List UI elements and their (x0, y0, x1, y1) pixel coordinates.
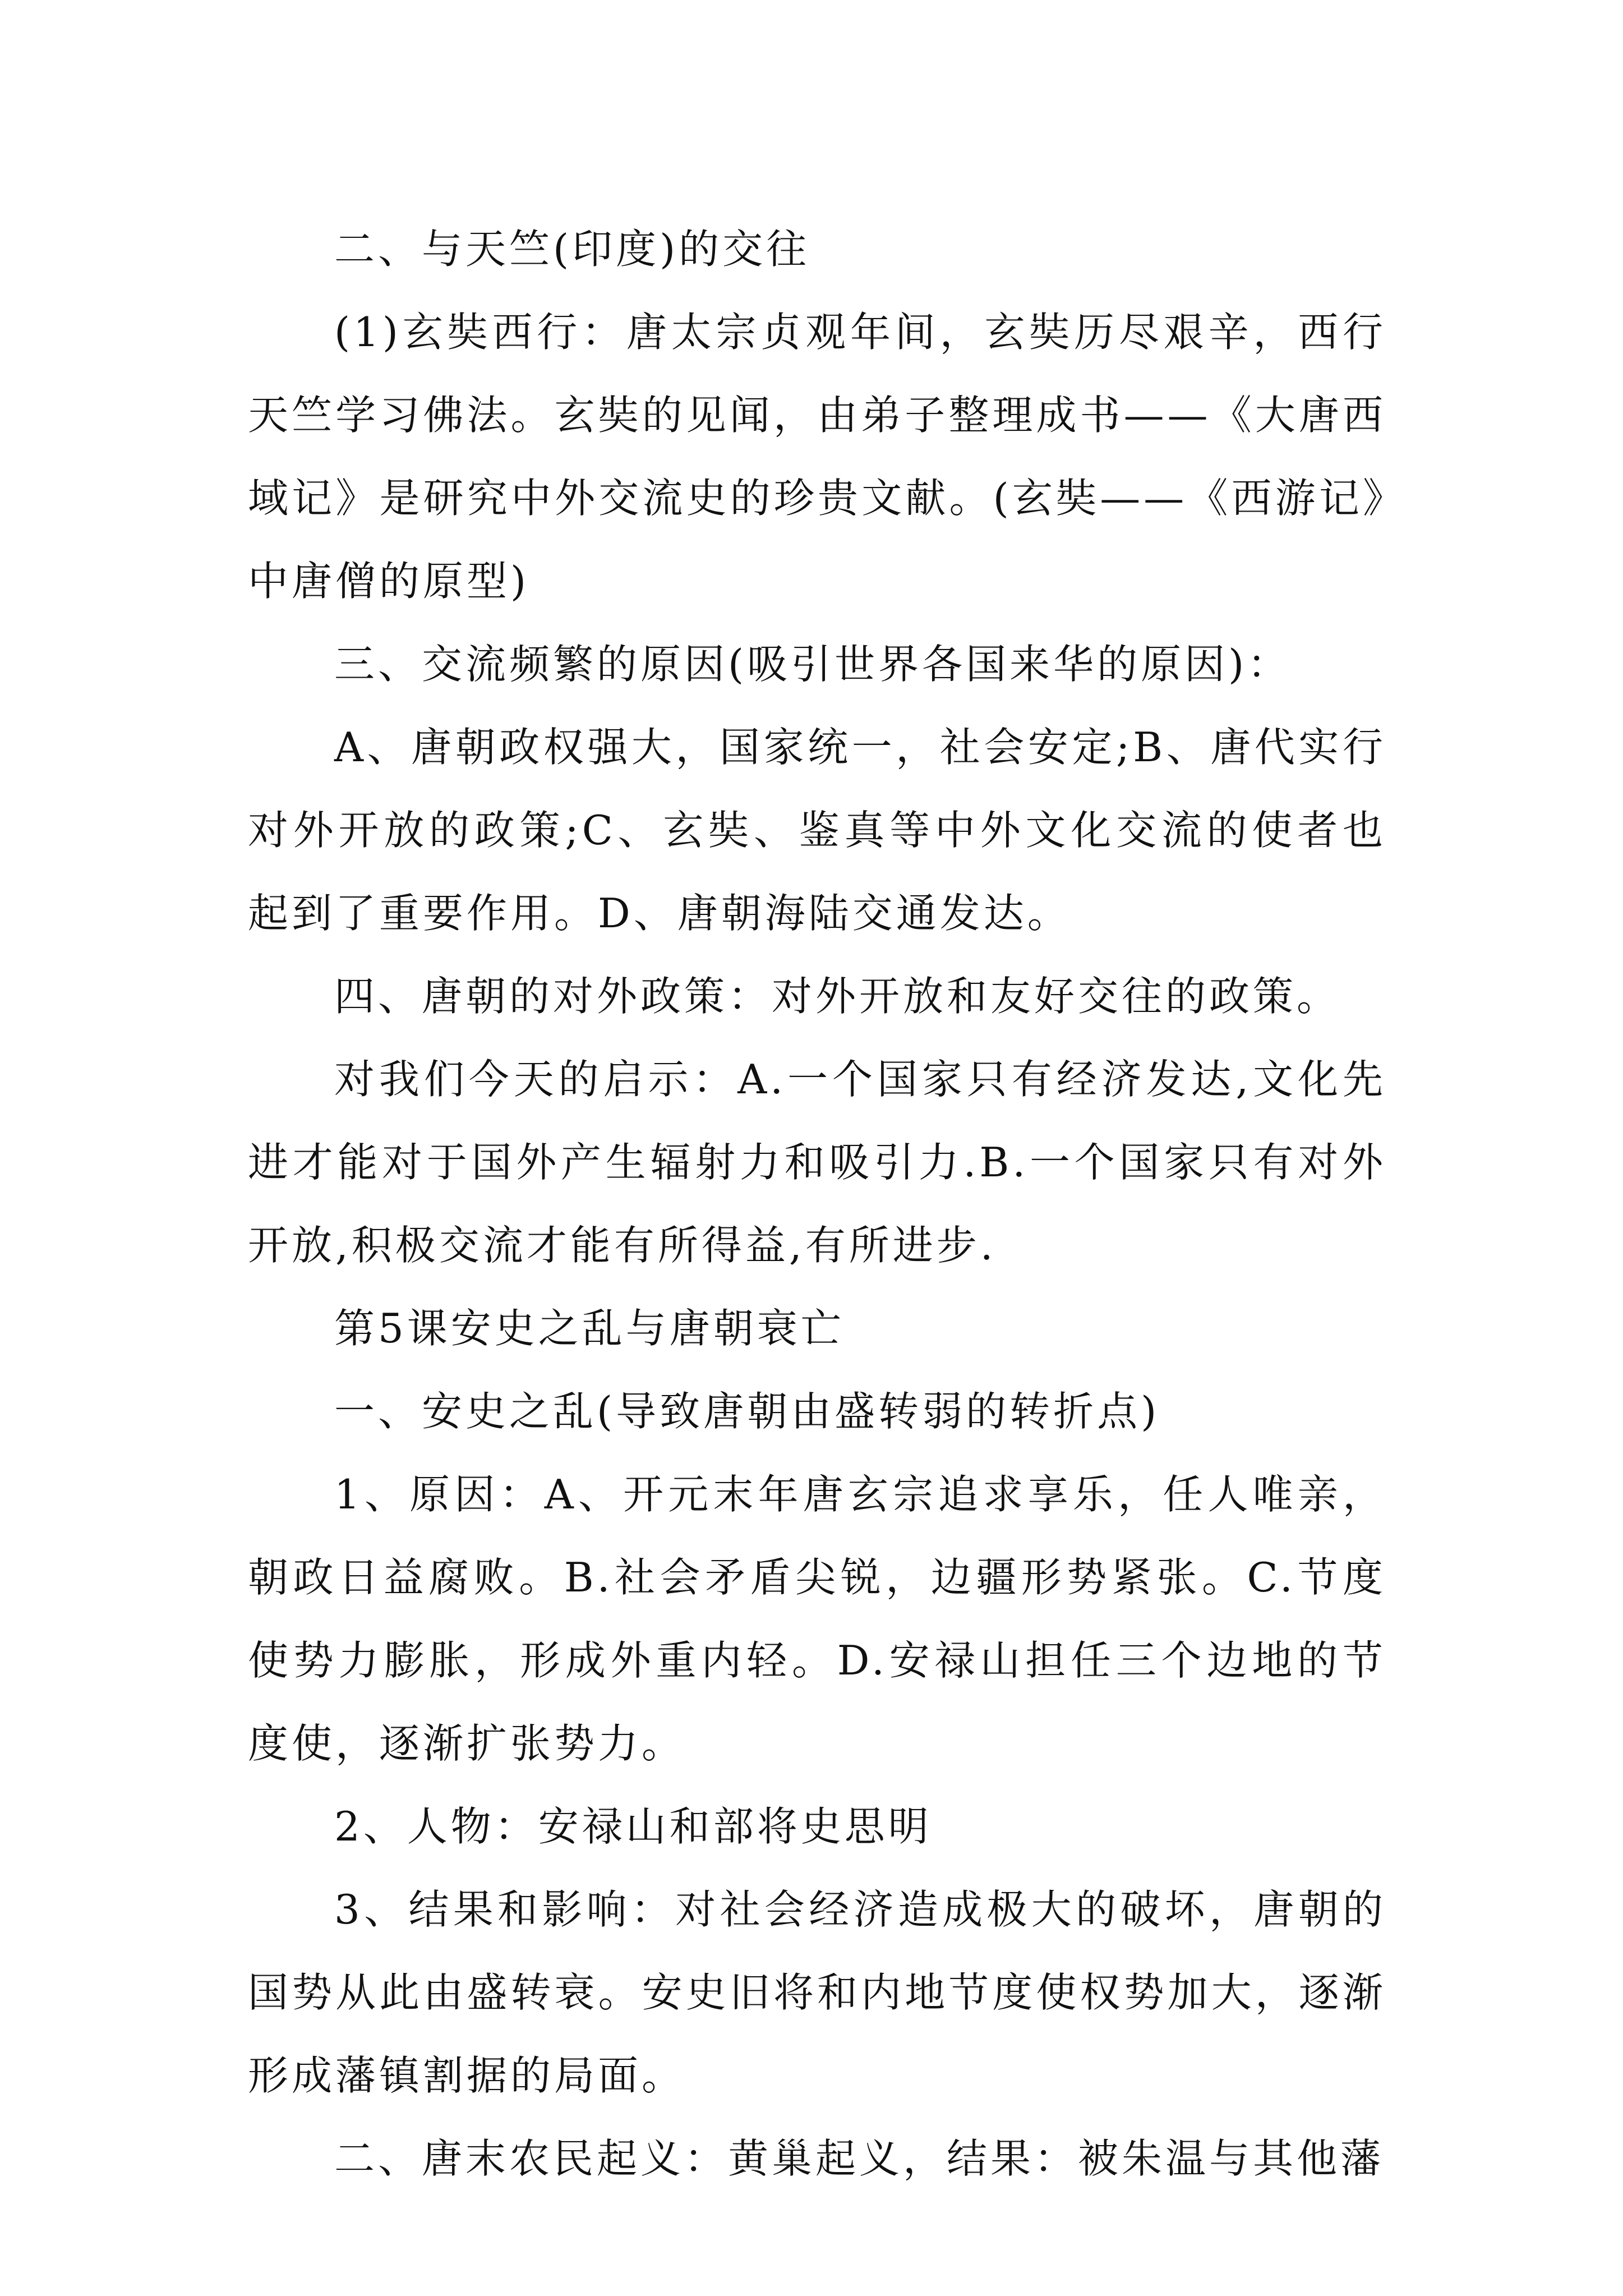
section-heading-foreign-policy: 四、唐朝的对外政策：对外开放和友好交往的政策。 (334, 973, 1341, 1020)
lesson-title: 第5课安史之乱与唐朝衰亡 (334, 1305, 845, 1352)
paragraph-xuanzang-journey: (1)玄奘西行：唐太宗贞观年间，玄奘历尽艰辛，西行天竺学习佛法。玄奘的见闻，由弟子整理成书——《大唐西域记》是研究中外交流史的珍贵文献。(玄奘——《西游记》中唐僧的原型) (248, 309, 1386, 605)
section-heading-anshi-rebellion: 一、安史之乱(导致唐朝由盛转弱的转折点) (334, 1388, 1160, 1435)
paragraph-people: 2、人物：安禄山和部将史思明 (334, 1803, 932, 1850)
section-heading-peasant-uprising: 二、唐末农民起义：黄巢起义，结果：被朱温与其他藩 (334, 2135, 1385, 2182)
paragraph-causes: 1、原因：A、开元末年唐玄宗追求享乐，任人唯亲，朝政日益腐败。B.社会矛盾尖锐，边疆形势紧张。C.节度使势力膨胀，形成外重内轻。D.安禄山担任三个边地的节度使，逐渐扩张势力。 (248, 1471, 1386, 1767)
paragraph-lessons: 对我们今天的启示：A.一个国家只有经济发达,文化先进才能对于国外产生辐射力和吸引力.B.一个国家只有对外开放,积极交流才能有所得益,有所进步. (248, 1056, 1386, 1269)
section-heading-exchange-reasons: 三、交流频繁的原因(吸引世界各国来华的原因)： (334, 641, 1292, 688)
section-heading-tianzhu: 二、与天竺(印度)的交往 (334, 226, 810, 273)
paragraph-exchange-reasons: A、唐朝政权强大，国家统一，社会安定;B、唐代实行对外开放的政策;C、玄奘、鉴真等中外文化交流的使者也起到了重要作用。D、唐朝海陆交通发达。 (248, 724, 1386, 937)
document-body (248, 208, 1386, 2200)
paragraph-results: 3、结果和影响：对社会经济造成极大的破坏，唐朝的国势从此由盛转衰。安史旧将和内地节度使权势加大，逐渐形成藩镇割据的局面。 (248, 1886, 1386, 2099)
